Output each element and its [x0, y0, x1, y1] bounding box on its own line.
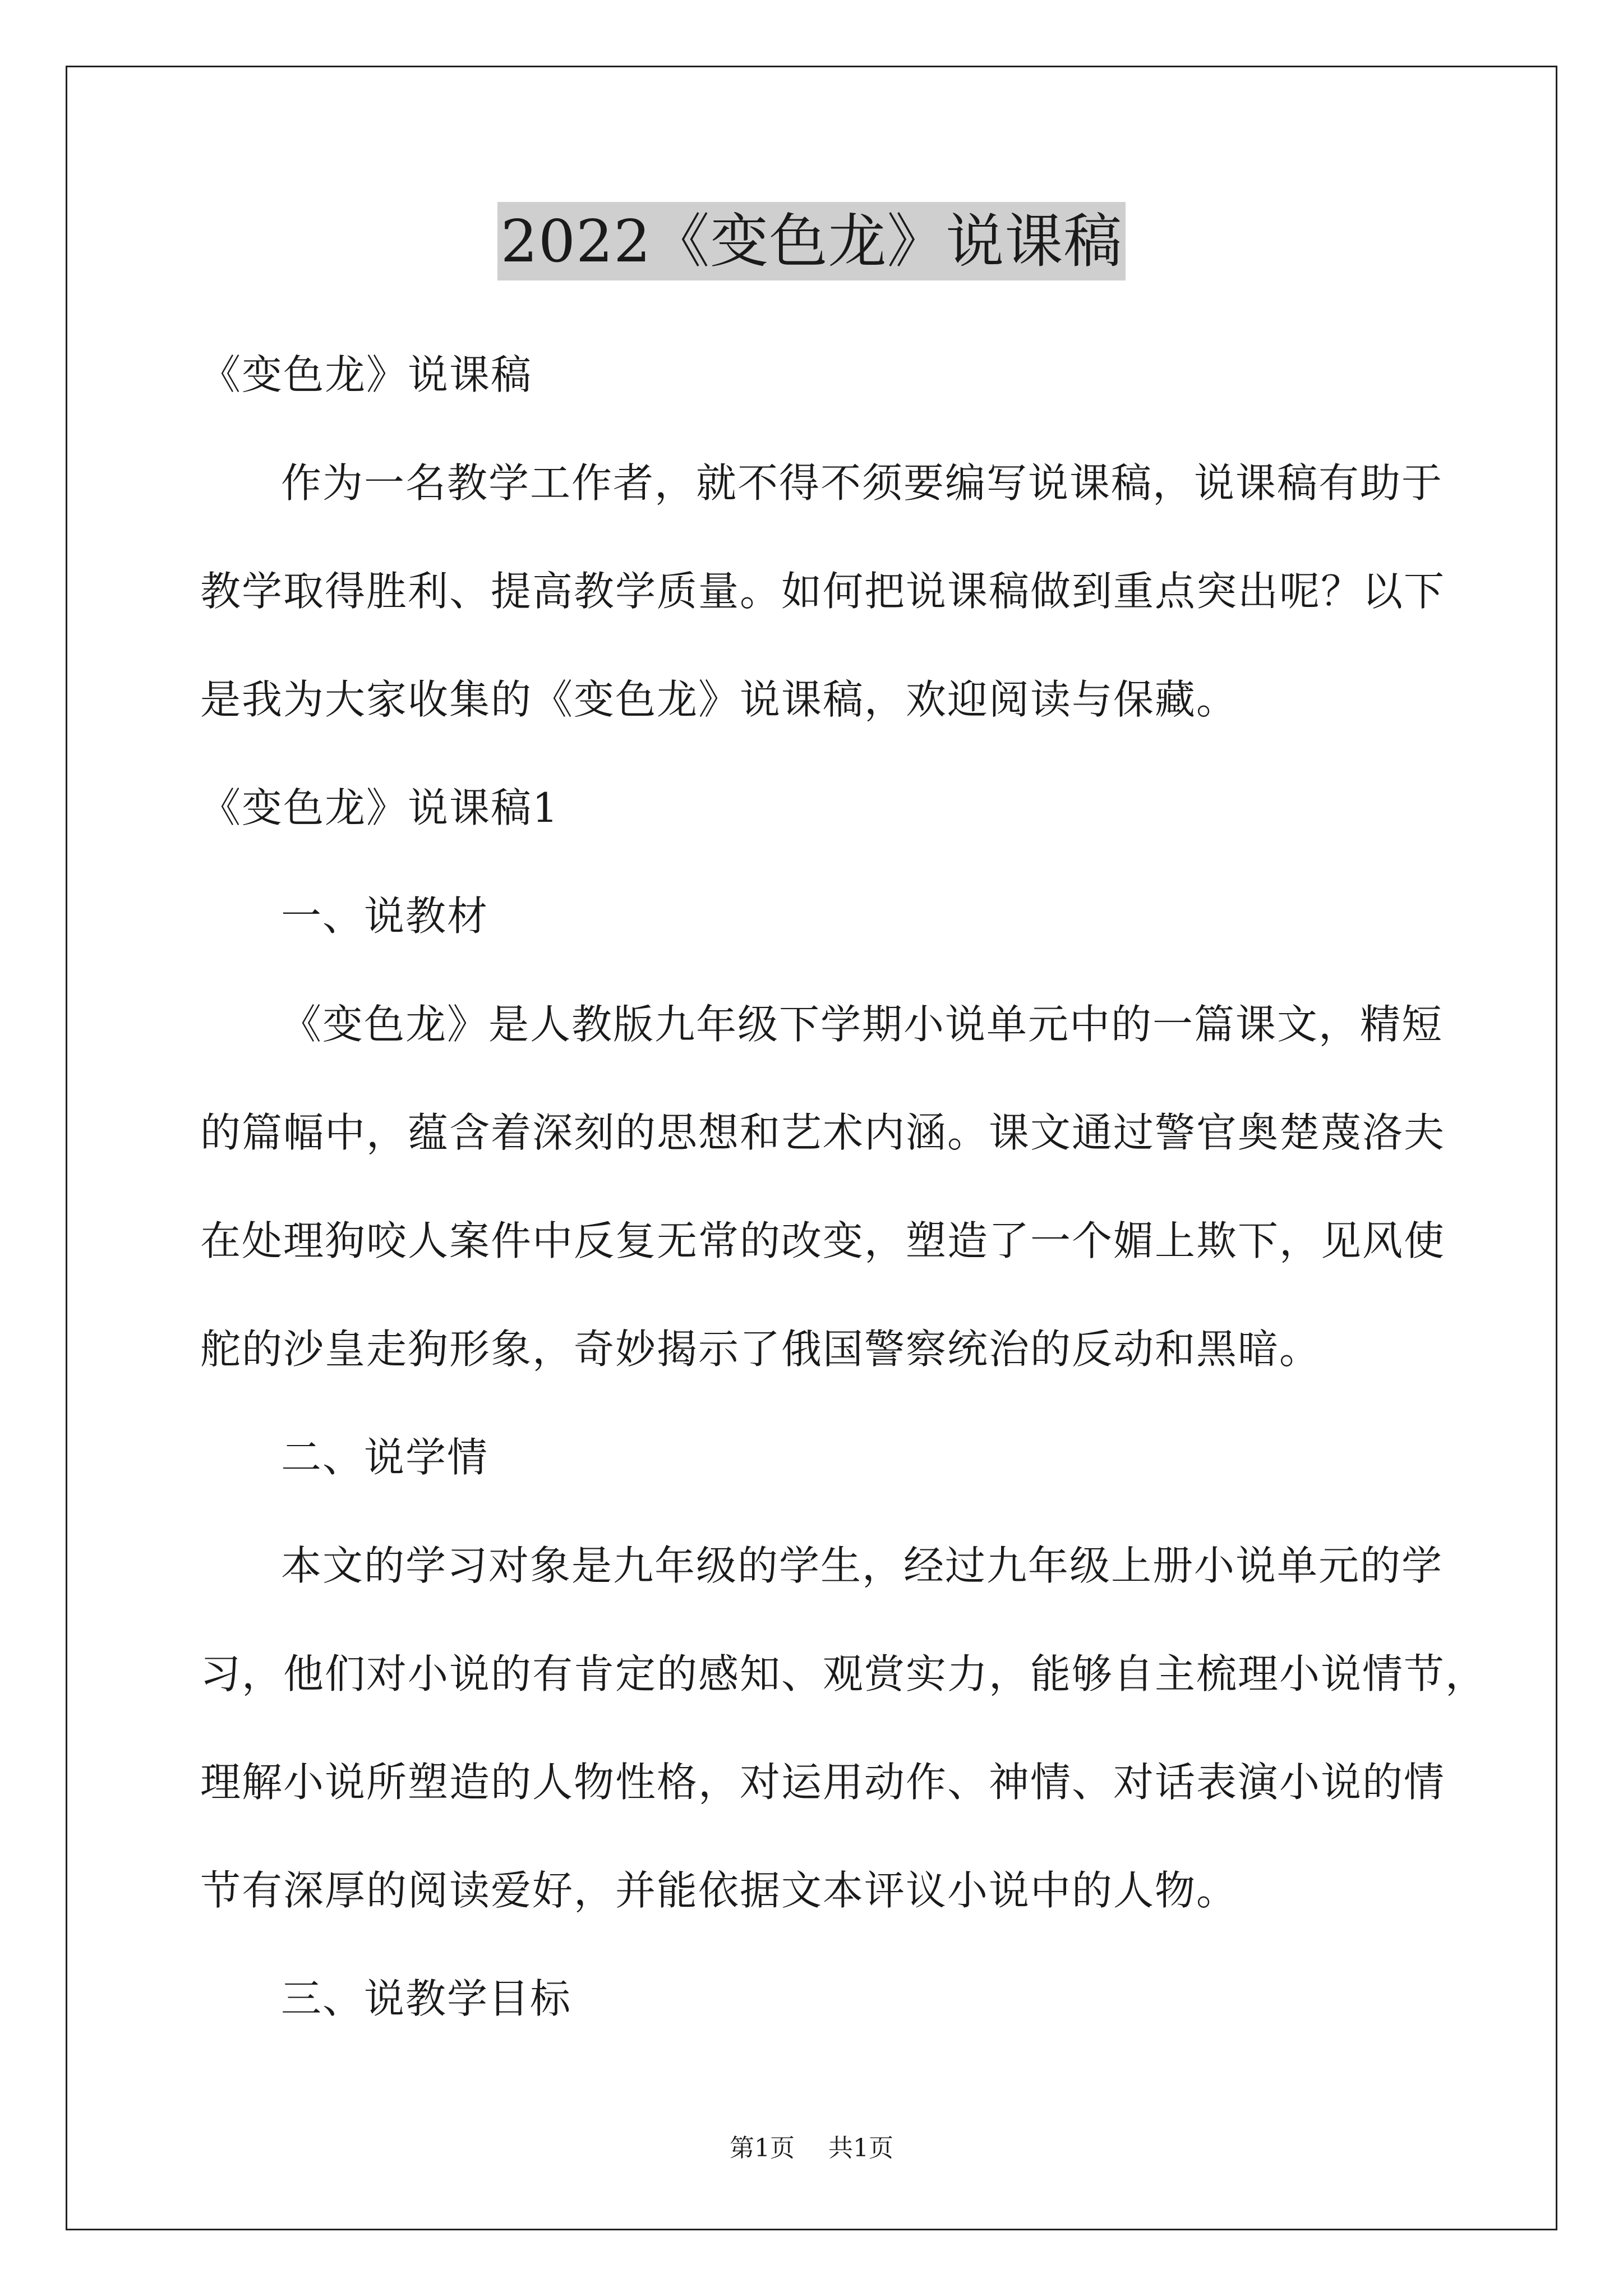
- body-line: 作为一名教学工作者，就不得不须要编写说课稿，说课稿有助于: [281, 459, 1444, 507]
- section-heading: 三、说教学目标: [281, 1975, 572, 2022]
- title-container: [0, 202, 1623, 280]
- body-line: 在处理狗咬人案件中反复无常的改变，塑造了一个媚上欺下，见风使: [200, 1217, 1446, 1264]
- body-line: 的篇幅中，蕴含着深刻的思想和艺术内涵。课文通过警官奥楚蔑洛夫: [200, 1109, 1446, 1156]
- body-line: 节有深厚的阅读爱好，并能依据文本评议小说中的人物。: [200, 1867, 1238, 1914]
- body-line: 舵的沙皇走狗形象，奇妙揭示了俄国警察统治的反动和黑暗。: [200, 1326, 1321, 1373]
- body-line: 《变色龙》说课稿: [200, 351, 533, 398]
- page-footer: [0, 2132, 1623, 2165]
- section-heading: 一、说教材: [281, 892, 489, 940]
- section-heading: 二、说学情: [281, 1434, 489, 1481]
- section-heading: 《变色龙》说课稿1: [200, 784, 559, 831]
- body-line: 教学取得胜利、提高教学质量。如何把说课稿做到重点突出呢？以下: [200, 568, 1446, 615]
- body-line: 本文的学习对象是九年级的学生，经过九年级上册小说单元的学: [281, 1542, 1444, 1589]
- body-line: 是我为大家收集的《变色龙》说课稿，欢迎阅读与保藏。: [200, 676, 1238, 723]
- page-number: 第1页: [730, 2134, 795, 2162]
- document-title: 2022《变色龙》说课稿: [497, 202, 1126, 280]
- document-body: [200, 348, 1487, 2080]
- body-line: 理解小说所塑造的人物性格，对运用动作、神情、对话表演小说的情: [200, 1759, 1446, 1806]
- body-line: 习，他们对小说的有肯定的感知、观赏实力，能够自主梳理小说情节，: [200, 1650, 1487, 1697]
- page-total: 共1页: [828, 2134, 893, 2162]
- body-line: 《变色龙》是人教版九年级下学期小说单元中的一篇课文，精短: [281, 1001, 1444, 1048]
